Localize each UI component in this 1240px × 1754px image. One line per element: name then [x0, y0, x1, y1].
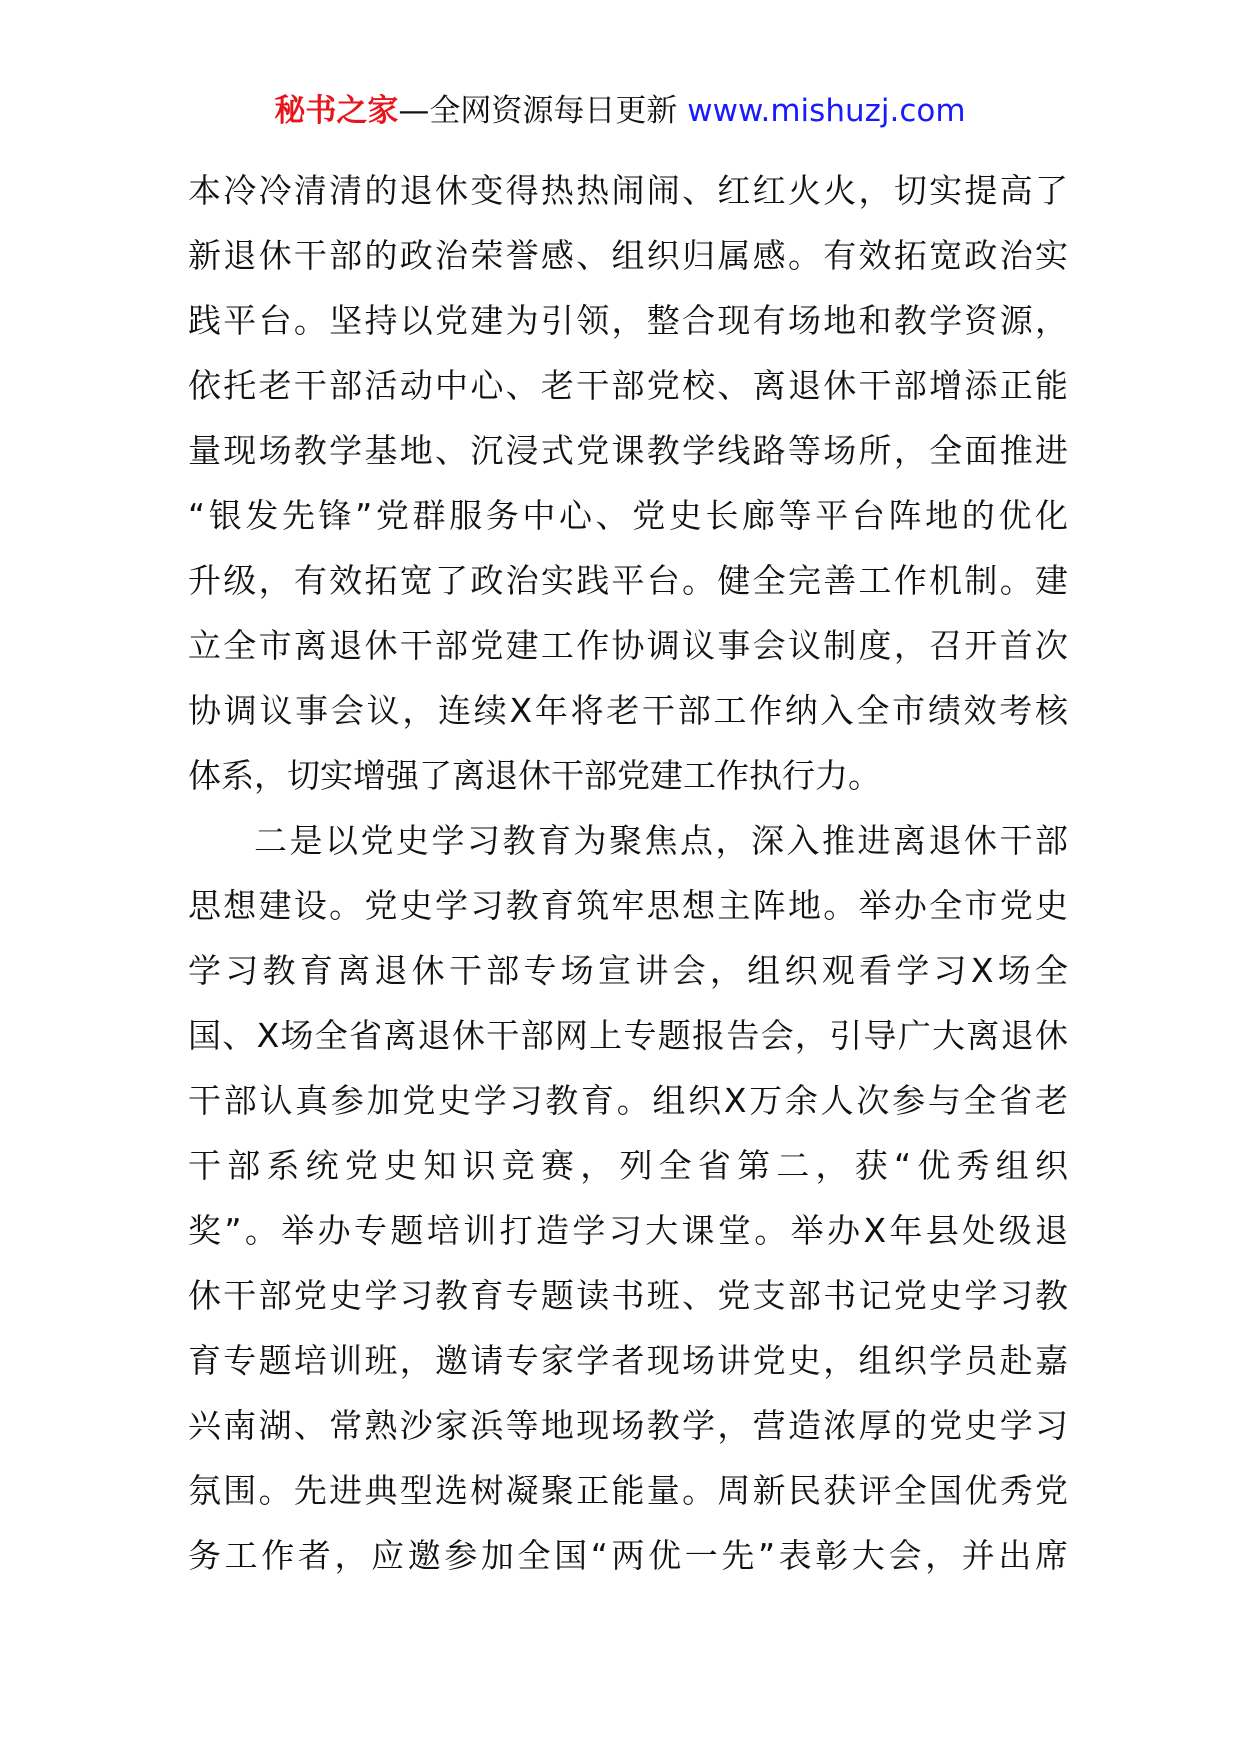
text-line: 干部系统党史知识竞赛，列全省第二，获“优秀组织 — [188, 1146, 1068, 1185]
text-line: 新退休干部的政治荣誉感、组织归属感。有效拓宽政治实 — [188, 236, 1068, 275]
text-line: 学习教育离退休干部专场宣讲会，组织观看学习X场全 — [188, 951, 1068, 990]
text-line: 育专题培训班，邀请专家学者现场讲党史，组织学员赴嘉 — [188, 1341, 1068, 1380]
text-line: 奖”。举办专题培训打造学习大课堂。举办X年县处级退 — [188, 1211, 1068, 1250]
text-line: 协调议事会议，连续X年将老干部工作纳入全市绩效考核 — [188, 691, 1068, 730]
text-line: 践平台。坚持以党建为引领，整合现有场地和教学资源， — [188, 301, 1068, 340]
text-line: 兴南湖、常熟沙家浜等地现场教学，营造浓厚的党史学习 — [188, 1406, 1068, 1445]
text-line: 本冷冷清清的退休变得热热闹闹、红红火火，切实提高了 — [188, 171, 1068, 210]
paragraph-1 — [188, 158, 1068, 808]
text-line: 升级，有效拓宽了政治实践平台。健全完善工作机制。建 — [188, 561, 1068, 600]
text-line: 务工作者，应邀参加全国“两优一先”表彰大会，并出席 — [188, 1536, 1068, 1575]
text-line: 休干部党史学习教育专题读书班、党支部书记党史学习教 — [188, 1276, 1068, 1315]
text-line: 思想建设。党史学习教育筑牢思想主阵地。举办全市党史 — [188, 886, 1068, 925]
text-line: “银发先锋”党群服务中心、党史长廊等平台阵地的优化 — [188, 496, 1068, 535]
document-body — [188, 158, 1068, 1588]
header-tagline: —全网资源每日更新 — [398, 93, 678, 129]
paragraph-2 — [188, 808, 1068, 1588]
site-header — [0, 88, 1240, 134]
brand-name: 秘书之家 — [274, 93, 399, 129]
text-line: 立全市离退休干部党建工作协调议事会议制度，召开首次 — [188, 626, 1068, 665]
site-url-link[interactable]: www.mishuzj.com — [687, 93, 966, 129]
text-line: 干部认真参加党史学习教育。组织X万余人次参与全省老 — [188, 1081, 1068, 1120]
text-line: 体系，切实增强了离退休干部党建工作执行力。 — [188, 756, 881, 795]
text-line: 国、X场全省离退休干部网上专题报告会，引导广大离退休 — [188, 1016, 1068, 1055]
text-line: 二是以党史学习教育为聚焦点，深入推进离退休干部 — [254, 821, 1068, 860]
text-line: 氛围。先进典型选树凝聚正能量。周新民获评全国优秀党 — [188, 1471, 1068, 1510]
text-line: 依托老干部活动中心、老干部党校、离退休干部增添正能 — [188, 366, 1068, 405]
text-line: 量现场教学基地、沉浸式党课教学线路等场所，全面推进 — [188, 431, 1068, 470]
